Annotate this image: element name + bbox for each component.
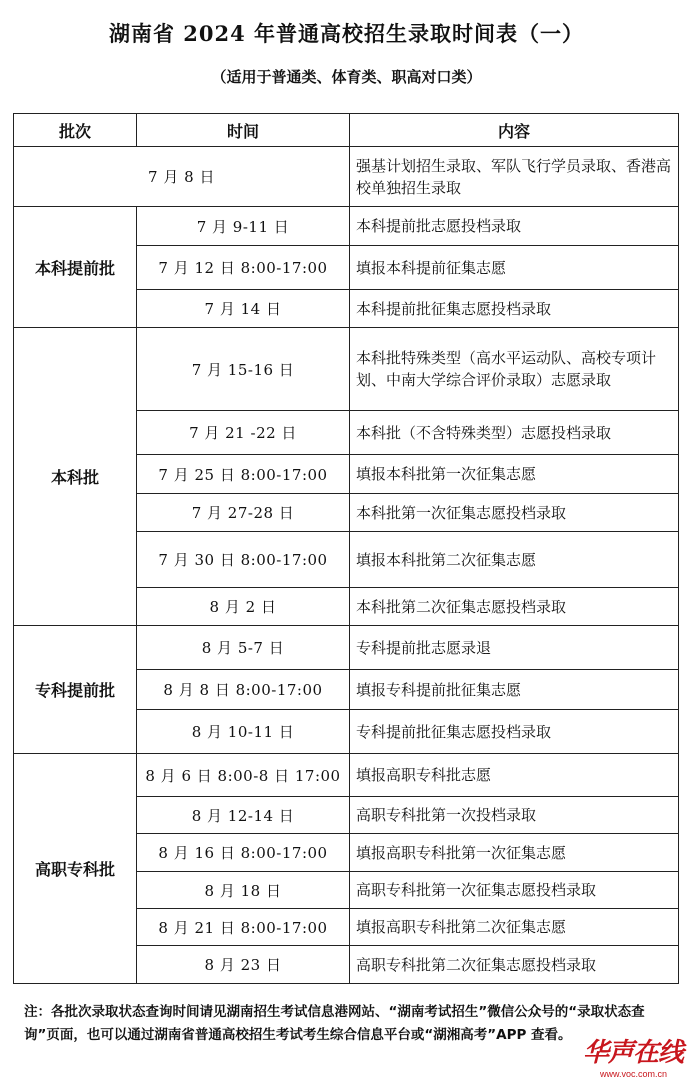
content-cell: 本科批特殊类型（高水平运动队、高校专项计划、中南大学综合评价录取）志愿录取 [350,328,679,411]
table-row [14,626,679,670]
content-cell: 填报本科批第二次征集志愿 [350,532,679,588]
time-cell: 8 月 10-11 日 [137,710,350,754]
time-cell: 8 月 18 日 [137,872,350,909]
content-cell: 本科批第二次征集志愿投档录取 [350,588,679,626]
content-cell: 填报本科提前征集志愿 [350,246,679,290]
header-content: 内容 [350,114,679,147]
content-cell: 专科提前批志愿录退 [350,626,679,670]
content-cell: 高职专科批第二次征集志愿投档录取 [350,946,679,984]
time-cell: 7 月 8 日 [14,147,350,207]
content-cell: 本科提前批志愿投档录取 [350,207,679,246]
time-cell: 7 月 9-11 日 [137,207,350,246]
header-batch: 批次 [14,114,137,147]
page-title: 湖南省 2024 年普通高校招生录取时间表（一） [108,21,585,46]
time-cell: 7 月 14 日 [137,290,350,328]
batch-cell: 本科提前批 [14,207,137,328]
time-cell: 8 月 16 日 8:00-17:00 [137,834,350,872]
time-cell: 8 月 23 日 [137,946,350,984]
time-cell: 8 月 21 日 8:00-17:00 [137,909,350,946]
admission-schedule-table [13,113,679,984]
batch-cell: 高职专科批 [14,754,137,984]
content-cell: 高职专科批第一次征集志愿投档录取 [350,872,679,909]
batch-cell: 专科提前批 [14,626,137,754]
table-row [14,207,679,246]
page-subtitle: （适用于普通类、体育类、职高对口类） [211,68,482,86]
table-row [14,147,679,207]
time-cell: 8 月 5-7 日 [137,626,350,670]
watermark-logo: 华声在线 [582,1038,683,1068]
content-cell: 高职专科批第一次投档录取 [350,797,679,834]
content-cell: 本科批第一次征集志愿投档录取 [350,494,679,532]
content-cell: 强基计划招生录取、军队飞行学员录取、香港高校单独招生录取 [350,147,679,207]
content-cell: 专科提前批征集志愿投档录取 [350,710,679,754]
content-cell: 本科批（不含特殊类型）志愿投档录取 [350,411,679,455]
time-cell: 7 月 27-28 日 [137,494,350,532]
table-row [14,328,679,411]
time-cell: 7 月 12 日 8:00-17:00 [137,246,350,290]
time-cell: 8 月 2 日 [137,588,350,626]
header-time: 时间 [137,114,350,147]
table-header-row [14,114,679,147]
table-row [14,754,679,797]
time-cell: 7 月 30 日 8:00-17:00 [137,532,350,588]
time-cell: 7 月 21 -22 日 [137,411,350,455]
content-cell: 填报高职专科批第一次征集志愿 [350,834,679,872]
time-cell: 8 月 8 日 8:00-17:00 [137,670,350,710]
watermark-url: www.voc.com.cn [599,1069,667,1079]
time-cell: 8 月 6 日 8:00-8 日 17:00 [137,754,350,797]
time-cell: 7 月 25 日 8:00-17:00 [137,455,350,494]
content-cell: 填报高职专科批第二次征集志愿 [350,909,679,946]
footnote: 注：各批次录取状态查询时间请见湖南招生考试信息港网站、“湖南考试招生”微信公众号的“录取状态查询”页面，也可以通过湖南省普通高校招生考试考生综合信息平台或“湖湘高考”APP 查看。 [24,1004,645,1043]
batch-cell: 本科批 [14,328,137,626]
content-cell: 本科提前批征集志愿投档录取 [350,290,679,328]
time-cell: 7 月 15-16 日 [137,328,350,411]
time-cell: 8 月 12-14 日 [137,797,350,834]
content-cell: 填报专科提前批征集志愿 [350,670,679,710]
content-cell: 填报高职专科批志愿 [350,754,679,797]
content-cell: 填报本科批第一次征集志愿 [350,455,679,494]
